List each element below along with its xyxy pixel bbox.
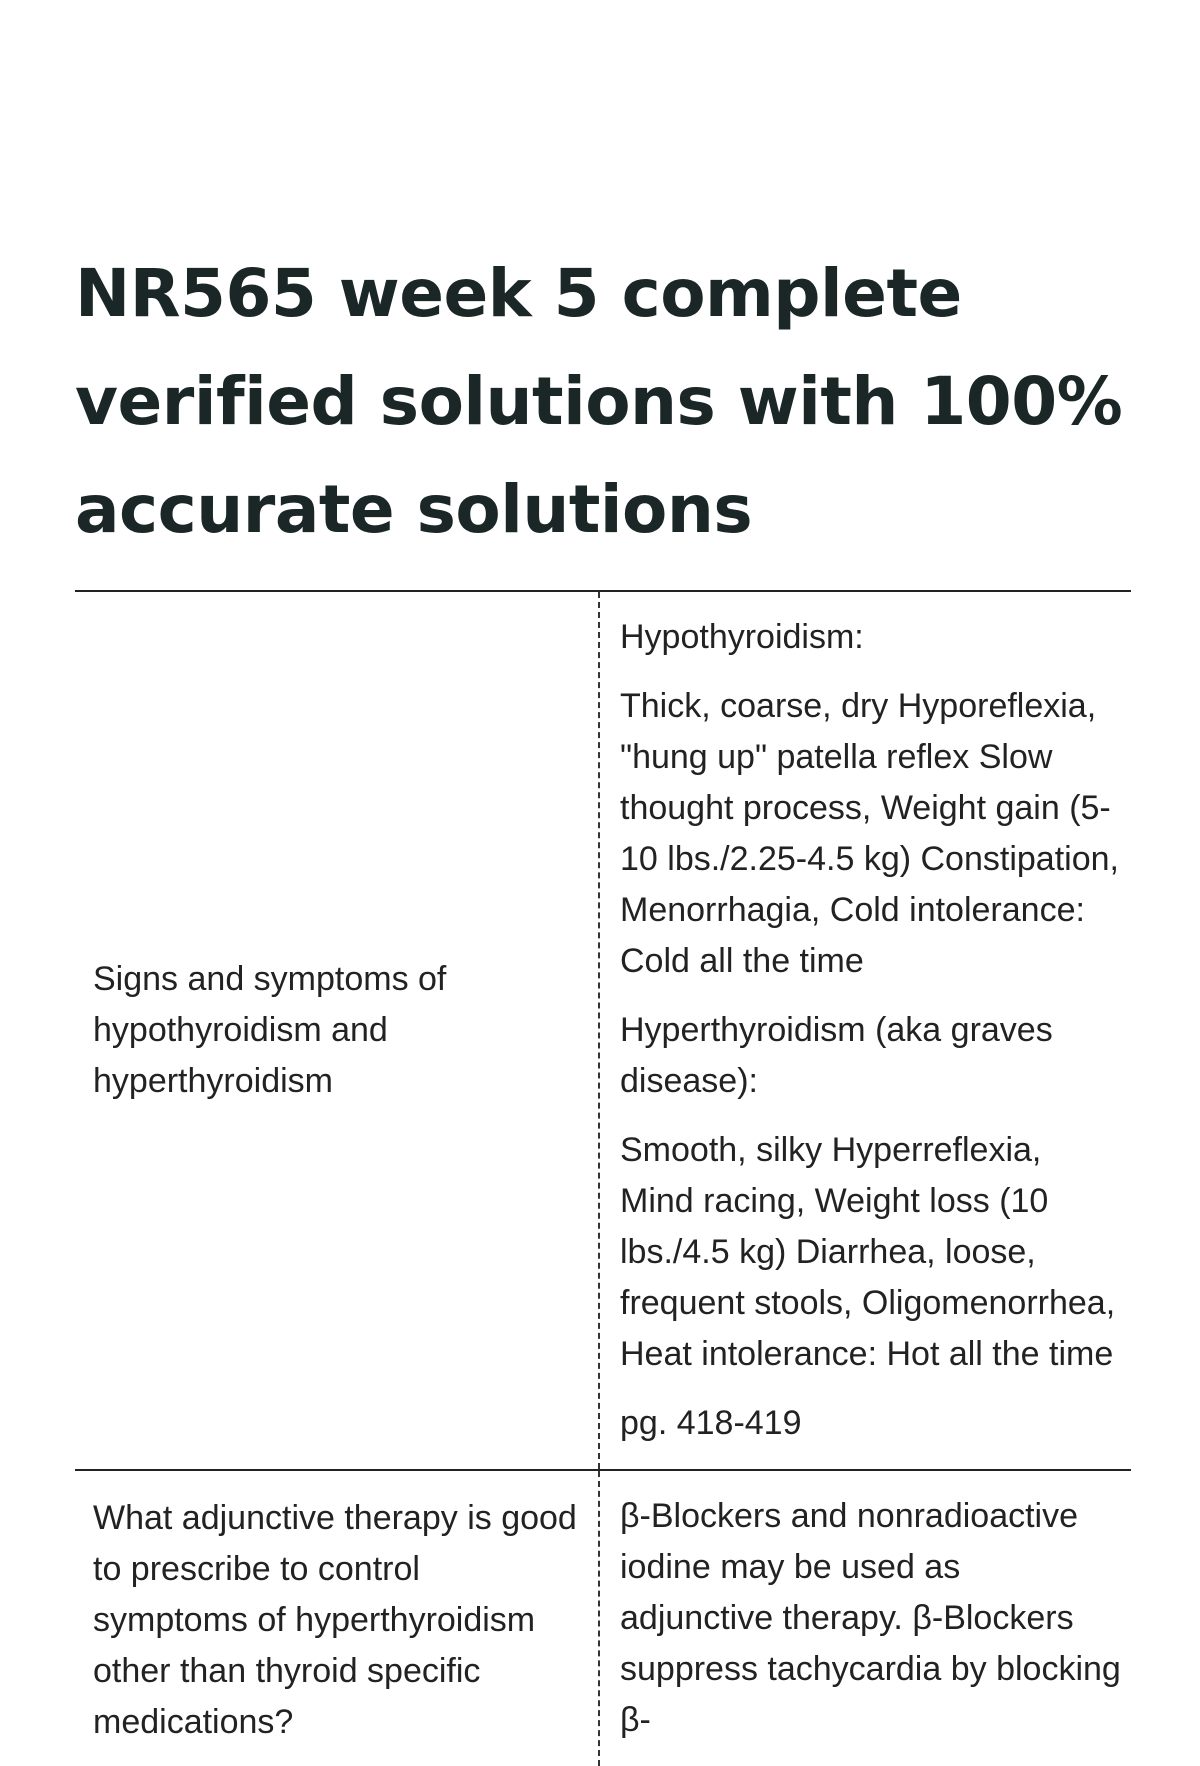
question-cell (75, 592, 600, 1469)
answer-paragraph: Hyperthyroidism (aka graves disease): (620, 1011, 1053, 1100)
answer-cell (600, 592, 1131, 1469)
question-text: Signs and symptoms of hypothyroidism and hyperthyroidism (93, 960, 447, 1100)
answer-paragraph: Hypothyroidism: (620, 618, 864, 656)
qa-row (75, 1471, 1131, 1766)
document-title: NR565 week 5 complete verified solutions with 100% accurate solutions (75, 255, 1123, 548)
question-cell (75, 1471, 600, 1766)
question-text: What adjunctive therapy is good to prescribe to control symptoms of hyperthyroidism other than thyroid specific medications? (93, 1499, 577, 1741)
qa-row (75, 592, 1131, 1471)
answer-paragraph: β-Blockers and nonradioactive iodine may be used as adjunctive therapy. β-Blockers suppress tachycardia by blocking β- (620, 1497, 1121, 1739)
answer-cell (600, 1471, 1131, 1766)
qa-table (75, 590, 1131, 1766)
answer-paragraph: Smooth, silky Hyperreflexia, Mind racing, Weight loss (10 lbs./4.5 kg) Diarrhea, loose, frequent stools, Oligomenorrhea, Heat intolerance: Hot all the time (620, 1131, 1116, 1373)
answer-paragraph: pg. 418-419 (620, 1404, 802, 1442)
answer-paragraph: Thick, coarse, dry Hyporeflexia, "hung up" patella reflex Slow thought process, Weight gain (5-10 lbs./2.25-4.5 kg) Constipation, Menorrhagia, Cold intolerance: Cold all the time (620, 687, 1119, 980)
